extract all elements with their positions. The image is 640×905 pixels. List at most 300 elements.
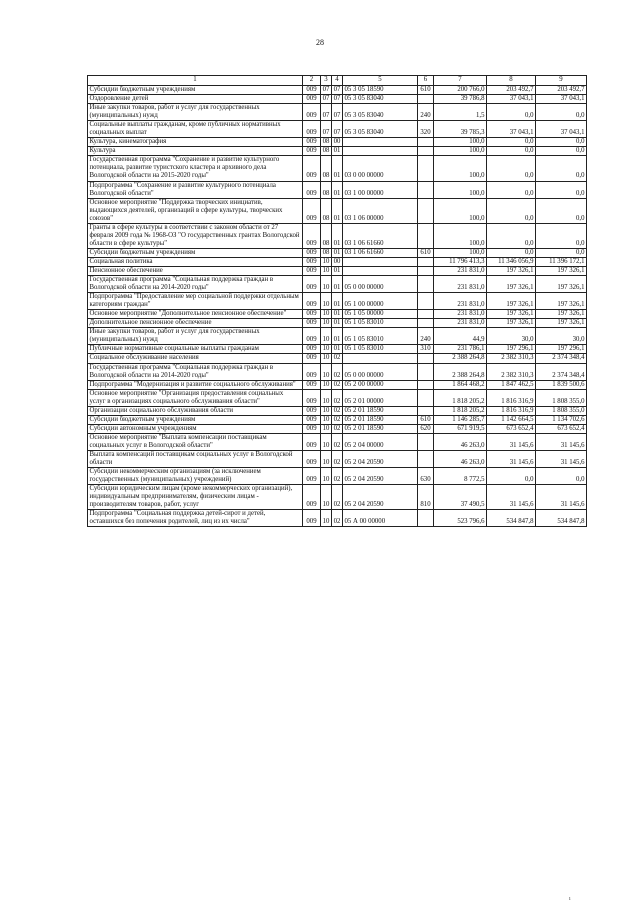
- page-number: 28: [316, 38, 324, 47]
- row-target-article: [343, 257, 418, 266]
- row-subsection-code: 01: [332, 293, 343, 310]
- row-amount-year2: 1 142 664,5: [487, 415, 536, 424]
- row-amount-year2: 2 382 310,3: [487, 354, 536, 363]
- row-section-code: 08: [321, 147, 332, 156]
- table-row: [88, 406, 587, 415]
- row-amount-year3: 30,0: [536, 328, 587, 345]
- row-amount-year2: 197 296,1: [487, 345, 536, 354]
- row-subsection-code: 07: [332, 86, 343, 95]
- table-row: [88, 257, 587, 266]
- row-amount-year3: 1 808 355,0: [536, 406, 587, 415]
- row-target-article: 05 3 05 83040: [343, 121, 418, 138]
- row-subsection-code: 02: [332, 468, 343, 485]
- row-amount-year3: 0,0: [536, 156, 587, 181]
- row-amount-year3: 2 374 348,4: [536, 354, 587, 363]
- row-amount-year1: 231 831,0: [434, 266, 487, 275]
- row-subsection-code: 01: [332, 319, 343, 328]
- row-amount-year1: 1 818 205,2: [434, 406, 487, 415]
- row-subsection-code: 02: [332, 354, 343, 363]
- row-grbs-code: 009: [303, 138, 321, 147]
- row-amount-year3: 0,0: [536, 223, 587, 248]
- row-name: Пенсионное обеспечение: [88, 266, 303, 275]
- table-row: [88, 485, 587, 510]
- row-section-code: 10: [321, 380, 332, 389]
- table-row: [88, 276, 587, 293]
- row-amount-year3: 1 839 500,6: [536, 380, 587, 389]
- row-name: Основное мероприятие "Поддержка творческих инициатив, выдающихся деятелей, организаций в сфере культуры, творческих союзов": [88, 198, 303, 223]
- row-target-article: 03 0 00 00000: [343, 156, 418, 181]
- row-amount-year1: 231 786,1: [434, 345, 487, 354]
- row-amount-year2: 31 145,6: [487, 450, 536, 467]
- row-amount-year2: 0,0: [487, 138, 536, 147]
- row-subsection-code: 01: [332, 345, 343, 354]
- table-row: [88, 138, 587, 147]
- row-amount-year1: 100,0: [434, 147, 487, 156]
- table-row: [88, 389, 587, 406]
- row-expense-type: [418, 223, 434, 248]
- row-grbs-code: 009: [303, 257, 321, 266]
- row-amount-year1: 671 919,5: [434, 424, 487, 433]
- table-row: [88, 415, 587, 424]
- row-expense-type: 810: [418, 485, 434, 510]
- row-subsection-code: 07: [332, 104, 343, 121]
- table-row: [88, 345, 587, 354]
- row-grbs-code: 009: [303, 95, 321, 104]
- row-amount-year2: 673 652,4: [487, 424, 536, 433]
- row-section-code: 07: [321, 104, 332, 121]
- row-amount-year2: 197 326,1: [487, 293, 536, 310]
- row-name: Иные закупки товаров, работ и услуг для государственных (муниципальных) нужд: [88, 104, 303, 121]
- row-grbs-code: 009: [303, 147, 321, 156]
- table-row: [88, 147, 587, 156]
- row-amount-year2: 0,0: [487, 104, 536, 121]
- row-amount-year1: 39 785,3: [434, 121, 487, 138]
- row-amount-year1: 100,0: [434, 223, 487, 248]
- row-amount-year3: 673 652,4: [536, 424, 587, 433]
- row-section-code: 07: [321, 121, 332, 138]
- row-target-article: 05 2 04 20590: [343, 468, 418, 485]
- table-row: [88, 266, 587, 275]
- row-expense-type: [418, 433, 434, 450]
- row-subsection-code: 01: [332, 276, 343, 293]
- row-target-article: [343, 138, 418, 147]
- row-expense-type: 630: [418, 468, 434, 485]
- row-amount-year3: 37 043,1: [536, 121, 587, 138]
- row-expense-type: [418, 319, 434, 328]
- row-target-article: 05 2 04 20590: [343, 450, 418, 467]
- row-section-code: 07: [321, 86, 332, 95]
- table-row: [88, 433, 587, 450]
- header-cell: 6: [418, 76, 434, 86]
- row-amount-year2: 534 847,8: [487, 510, 536, 527]
- row-amount-year1: 231 831,0: [434, 319, 487, 328]
- row-section-code: 10: [321, 293, 332, 310]
- row-grbs-code: 009: [303, 424, 321, 433]
- header-cell: 1: [88, 76, 303, 86]
- row-section-code: 10: [321, 266, 332, 275]
- row-name: Субсидии юридическим лицам (кроме некоммерческих организаций), индивидуальным предпринимателям, физическим лицам - производителям товаров, работ, услуг: [88, 485, 303, 510]
- row-grbs-code: 009: [303, 450, 321, 467]
- row-amount-year3: 197 326,1: [536, 319, 587, 328]
- row-amount-year2: 0,0: [487, 223, 536, 248]
- row-name: Государственная программа "Социальная поддержка граждан в Вологодской области на 2014-2020 годы": [88, 276, 303, 293]
- row-amount-year2: 2 382 310,3: [487, 363, 536, 380]
- row-amount-year3: 1 134 702,6: [536, 415, 587, 424]
- row-name: Культура: [88, 147, 303, 156]
- row-amount-year2: 0,0: [487, 147, 536, 156]
- row-subsection-code: 02: [332, 415, 343, 424]
- row-name: Организации социального обслуживания области: [88, 406, 303, 415]
- row-name: Подпрограмма "Сохранение и развитие культурного потенциала Вологодской области": [88, 181, 303, 198]
- row-amount-year1: 100,0: [434, 248, 487, 257]
- row-expense-type: [418, 510, 434, 527]
- row-subsection-code: 02: [332, 389, 343, 406]
- row-amount-year2: 197 326,1: [487, 276, 536, 293]
- row-name: Подпрограмма "Социальная поддержка детей-сирот и детей, оставшихся без попечения родителей, лиц из их числа": [88, 510, 303, 527]
- row-amount-year1: 1 146 285,7: [434, 415, 487, 424]
- row-subsection-code: 00: [332, 257, 343, 266]
- row-amount-year3: 0,0: [536, 138, 587, 147]
- row-name: Субсидии бюджетным учреждениям: [88, 86, 303, 95]
- row-subsection-code: 01: [332, 198, 343, 223]
- row-amount-year1: 200 766,0: [434, 86, 487, 95]
- header-cell: 3: [321, 76, 332, 86]
- table-row: [88, 248, 587, 257]
- row-name: Гранты в сфере культуры в соответствии с законом области от 27 февраля 2009 года № 1968-ОЗ "О государственных грантах Вологодской области в сфере культуры": [88, 223, 303, 248]
- table-row: [88, 510, 587, 527]
- row-expense-type: 610: [418, 415, 434, 424]
- row-amount-year2: 0,0: [487, 156, 536, 181]
- row-amount-year1: 100,0: [434, 198, 487, 223]
- row-amount-year3: 0,0: [536, 468, 587, 485]
- table-row: [88, 468, 587, 485]
- row-amount-year1: 2 388 264,8: [434, 363, 487, 380]
- row-amount-year1: 1 818 205,2: [434, 389, 487, 406]
- row-amount-year3: 0,0: [536, 147, 587, 156]
- row-section-code: 10: [321, 510, 332, 527]
- row-target-article: 03 1 06 00000: [343, 198, 418, 223]
- row-amount-year3: 37 043,1: [536, 95, 587, 104]
- row-amount-year2: 1 816 316,9: [487, 406, 536, 415]
- row-target-article: 03 1 00 00000: [343, 181, 418, 198]
- row-amount-year1: 39 786,8: [434, 95, 487, 104]
- row-name: Социальные выплаты гражданам, кроме публичных нормативных социальных выплат: [88, 121, 303, 138]
- row-amount-year2: 1 847 462,5: [487, 380, 536, 389]
- row-grbs-code: 009: [303, 276, 321, 293]
- header-row: [88, 76, 587, 86]
- row-section-code: 08: [321, 248, 332, 257]
- row-amount-year3: 0,0: [536, 104, 587, 121]
- row-expense-type: [418, 406, 434, 415]
- row-amount-year1: 523 796,6: [434, 510, 487, 527]
- row-target-article: 05 2 01 18590: [343, 406, 418, 415]
- row-target-article: 05 3 05 83040: [343, 104, 418, 121]
- row-amount-year3: 197 326,1: [536, 266, 587, 275]
- row-subsection-code: 02: [332, 433, 343, 450]
- row-amount-year1: 100,0: [434, 138, 487, 147]
- row-expense-type: [418, 147, 434, 156]
- row-amount-year3: 0,0: [536, 181, 587, 198]
- table-row: [88, 104, 587, 121]
- row-grbs-code: 009: [303, 406, 321, 415]
- row-section-code: 10: [321, 450, 332, 467]
- header-cell: 2: [303, 76, 321, 86]
- table-body: [88, 86, 587, 527]
- row-expense-type: 240: [418, 104, 434, 121]
- row-target-article: 05 А 00 00000: [343, 510, 418, 527]
- table-row: [88, 310, 587, 319]
- row-expense-type: [418, 354, 434, 363]
- row-amount-year2: 30,0: [487, 328, 536, 345]
- row-amount-year2: 0,0: [487, 198, 536, 223]
- row-section-code: 08: [321, 138, 332, 147]
- row-grbs-code: 009: [303, 389, 321, 406]
- row-grbs-code: 009: [303, 156, 321, 181]
- row-section-code: 10: [321, 406, 332, 415]
- row-grbs-code: 009: [303, 485, 321, 510]
- footer-mark: ı: [569, 896, 571, 902]
- row-grbs-code: 009: [303, 248, 321, 257]
- row-name: Подпрограмма "Предоставление мер социальной поддержки отдельным категориям граждан": [88, 293, 303, 310]
- row-expense-type: [418, 310, 434, 319]
- row-expense-type: 320: [418, 121, 434, 138]
- row-name: Основное мероприятие "Дополнительное пенсионное обеспечение": [88, 310, 303, 319]
- row-name: Субсидии бюджетным учреждениям: [88, 248, 303, 257]
- row-target-article: 05 3 05 83040: [343, 95, 418, 104]
- row-subsection-code: 01: [332, 248, 343, 257]
- table-row: [88, 380, 587, 389]
- row-amount-year2: 0,0: [487, 181, 536, 198]
- row-amount-year2: 197 326,1: [487, 266, 536, 275]
- row-name: Оздоровление детей: [88, 95, 303, 104]
- row-amount-year3: 1 808 355,0: [536, 389, 587, 406]
- row-grbs-code: 009: [303, 328, 321, 345]
- row-section-code: 10: [321, 310, 332, 319]
- row-target-article: 05 3 05 18590: [343, 86, 418, 95]
- row-name: Основное мероприятие "Выплата компенсации поставщикам социальных услуг в Вологодской области": [88, 433, 303, 450]
- row-subsection-code: 02: [332, 380, 343, 389]
- row-expense-type: [418, 380, 434, 389]
- row-amount-year1: 37 490,5: [434, 485, 487, 510]
- row-target-article: 05 2 01 18590: [343, 424, 418, 433]
- row-grbs-code: 009: [303, 310, 321, 319]
- header-cell: 5: [343, 76, 418, 86]
- row-grbs-code: 009: [303, 415, 321, 424]
- header-cell: 8: [487, 76, 536, 86]
- row-section-code: 08: [321, 181, 332, 198]
- row-grbs-code: 009: [303, 104, 321, 121]
- row-section-code: 08: [321, 198, 332, 223]
- row-grbs-code: 009: [303, 121, 321, 138]
- row-expense-type: [418, 156, 434, 181]
- row-amount-year3: 0,0: [536, 248, 587, 257]
- row-grbs-code: 009: [303, 198, 321, 223]
- row-amount-year1: 231 831,0: [434, 276, 487, 293]
- row-name: Социальная политика: [88, 257, 303, 266]
- row-amount-year1: 44,9: [434, 328, 487, 345]
- row-target-article: 05 0 00 00000: [343, 276, 418, 293]
- table-row: [88, 121, 587, 138]
- row-grbs-code: 009: [303, 86, 321, 95]
- row-expense-type: 240: [418, 328, 434, 345]
- row-expense-type: 610: [418, 86, 434, 95]
- row-subsection-code: 07: [332, 95, 343, 104]
- row-section-code: 10: [321, 328, 332, 345]
- row-target-article: 05 2 04 00000: [343, 433, 418, 450]
- table-row: [88, 450, 587, 467]
- table-row: [88, 363, 587, 380]
- row-subsection-code: 02: [332, 450, 343, 467]
- row-amount-year3: 197 326,1: [536, 293, 587, 310]
- table-row: [88, 86, 587, 95]
- row-amount-year3: 11 396 172,1: [536, 257, 587, 266]
- row-section-code: 10: [321, 433, 332, 450]
- row-expense-type: [418, 181, 434, 198]
- row-target-article: 05 0 00 00000: [343, 363, 418, 380]
- row-target-article: 05 1 00 00000: [343, 293, 418, 310]
- row-target-article: 05 1 05 83010: [343, 328, 418, 345]
- row-section-code: 10: [321, 354, 332, 363]
- row-grbs-code: 009: [303, 354, 321, 363]
- row-amount-year3: 197 326,1: [536, 276, 587, 293]
- row-subsection-code: 02: [332, 406, 343, 415]
- row-name: Субсидии бюджетным учреждениям: [88, 415, 303, 424]
- row-grbs-code: 009: [303, 468, 321, 485]
- row-grbs-code: 009: [303, 223, 321, 248]
- row-expense-type: [418, 138, 434, 147]
- row-target-article: 05 1 05 00000: [343, 310, 418, 319]
- row-name: Субсидии автономным учреждениям: [88, 424, 303, 433]
- row-amount-year3: 534 847,8: [536, 510, 587, 527]
- table-row: [88, 328, 587, 345]
- row-grbs-code: 009: [303, 181, 321, 198]
- row-subsection-code: 02: [332, 510, 343, 527]
- header-cell: 9: [536, 76, 587, 86]
- row-amount-year3: 31 145,6: [536, 485, 587, 510]
- row-subsection-code: 00: [332, 138, 343, 147]
- row-name: Публичные нормативные социальные выплаты гражданам: [88, 345, 303, 354]
- row-name: Субсидии некоммерческим организациям (за исключением государственных (муниципальных) учреждений): [88, 468, 303, 485]
- row-name: Основное мероприятие "Организация предоставления социальных услуг в организациях социального обслуживания области": [88, 389, 303, 406]
- row-amount-year2: 203 492,7: [487, 86, 536, 95]
- row-amount-year1: 231 831,0: [434, 310, 487, 319]
- row-section-code: 10: [321, 389, 332, 406]
- row-amount-year1: 231 831,0: [434, 293, 487, 310]
- header-cell: 7: [434, 76, 487, 86]
- row-subsection-code: 01: [332, 181, 343, 198]
- row-amount-year3: 31 145,6: [536, 433, 587, 450]
- row-subsection-code: 07: [332, 121, 343, 138]
- row-amount-year1: 46 263,0: [434, 450, 487, 467]
- row-amount-year2: 197 326,1: [487, 319, 536, 328]
- header-cell: 4: [332, 76, 343, 86]
- row-target-article: 05 2 00 00000: [343, 380, 418, 389]
- row-subsection-code: 01: [332, 223, 343, 248]
- row-expense-type: [418, 95, 434, 104]
- row-subsection-code: 02: [332, 485, 343, 510]
- row-grbs-code: 009: [303, 345, 321, 354]
- row-expense-type: [418, 450, 434, 467]
- row-name: Социальное обслуживание населения: [88, 354, 303, 363]
- row-expense-type: 310: [418, 345, 434, 354]
- row-section-code: 08: [321, 156, 332, 181]
- row-amount-year2: 37 043,1: [487, 121, 536, 138]
- row-amount-year2: 31 145,6: [487, 485, 536, 510]
- row-subsection-code: 01: [332, 328, 343, 345]
- row-grbs-code: 009: [303, 380, 321, 389]
- row-amount-year2: 0,0: [487, 248, 536, 257]
- row-amount-year2: 31 145,6: [487, 433, 536, 450]
- row-amount-year1: 100,0: [434, 156, 487, 181]
- row-amount-year1: 1,5: [434, 104, 487, 121]
- row-target-article: 03 1 06 61660: [343, 248, 418, 257]
- row-target-article: 05 2 01 18590: [343, 415, 418, 424]
- row-amount-year2: 197 326,1: [487, 310, 536, 319]
- row-subsection-code: 01: [332, 310, 343, 319]
- row-amount-year1: 46 263,0: [434, 433, 487, 450]
- row-expense-type: [418, 276, 434, 293]
- row-name: Иные закупки товаров, работ и услуг для государственных (муниципальных) нужд: [88, 328, 303, 345]
- row-name: Дополнительное пенсионное обеспечение: [88, 319, 303, 328]
- row-grbs-code: 009: [303, 510, 321, 527]
- row-expense-type: 610: [418, 248, 434, 257]
- row-name: Подпрограмма "Модернизация и развитие социального обслуживания": [88, 380, 303, 389]
- row-target-article: [343, 266, 418, 275]
- row-amount-year3: 31 145,6: [536, 450, 587, 467]
- row-expense-type: [418, 266, 434, 275]
- row-target-article: 03 1 06 61660: [343, 223, 418, 248]
- row-amount-year3: 2 374 348,4: [536, 363, 587, 380]
- row-section-code: 10: [321, 319, 332, 328]
- row-subsection-code: 01: [332, 266, 343, 275]
- budget-table: [87, 75, 587, 527]
- table-row: [88, 319, 587, 328]
- row-section-code: 10: [321, 345, 332, 354]
- row-section-code: 10: [321, 415, 332, 424]
- row-amount-year3: 197 326,1: [536, 310, 587, 319]
- row-target-article: [343, 147, 418, 156]
- row-expense-type: [418, 363, 434, 380]
- row-grbs-code: 009: [303, 363, 321, 380]
- row-expense-type: 620: [418, 424, 434, 433]
- row-section-code: 10: [321, 257, 332, 266]
- row-expense-type: [418, 389, 434, 406]
- row-target-article: 05 1 05 83010: [343, 319, 418, 328]
- row-amount-year2: 11 346 056,9: [487, 257, 536, 266]
- row-target-article: 05 2 01 00000: [343, 389, 418, 406]
- table-row: [88, 293, 587, 310]
- row-name: Государственная программа "Сохранение и развитие культурного потенциала, развитие туристского кластера и архивного дела Вологодской области на 2015-2020 годы": [88, 156, 303, 181]
- table-row: [88, 223, 587, 248]
- row-subsection-code: 02: [332, 424, 343, 433]
- row-target-article: 05 1 05 83010: [343, 345, 418, 354]
- row-target-article: 05 2 04 20590: [343, 485, 418, 510]
- table-row: [88, 156, 587, 181]
- row-grbs-code: 009: [303, 293, 321, 310]
- row-amount-year2: 1 816 316,9: [487, 389, 536, 406]
- row-section-code: 10: [321, 468, 332, 485]
- row-amount-year1: 100,0: [434, 181, 487, 198]
- row-expense-type: [418, 198, 434, 223]
- row-name: Государственная программа "Социальная поддержка граждан в Вологодской области на 2014-2020 годы": [88, 363, 303, 380]
- row-subsection-code: 01: [332, 156, 343, 181]
- row-grbs-code: 009: [303, 266, 321, 275]
- row-section-code: 07: [321, 95, 332, 104]
- row-name: Культура, кинематография: [88, 138, 303, 147]
- table-row: [88, 198, 587, 223]
- row-section-code: 10: [321, 424, 332, 433]
- row-amount-year3: 197 296,1: [536, 345, 587, 354]
